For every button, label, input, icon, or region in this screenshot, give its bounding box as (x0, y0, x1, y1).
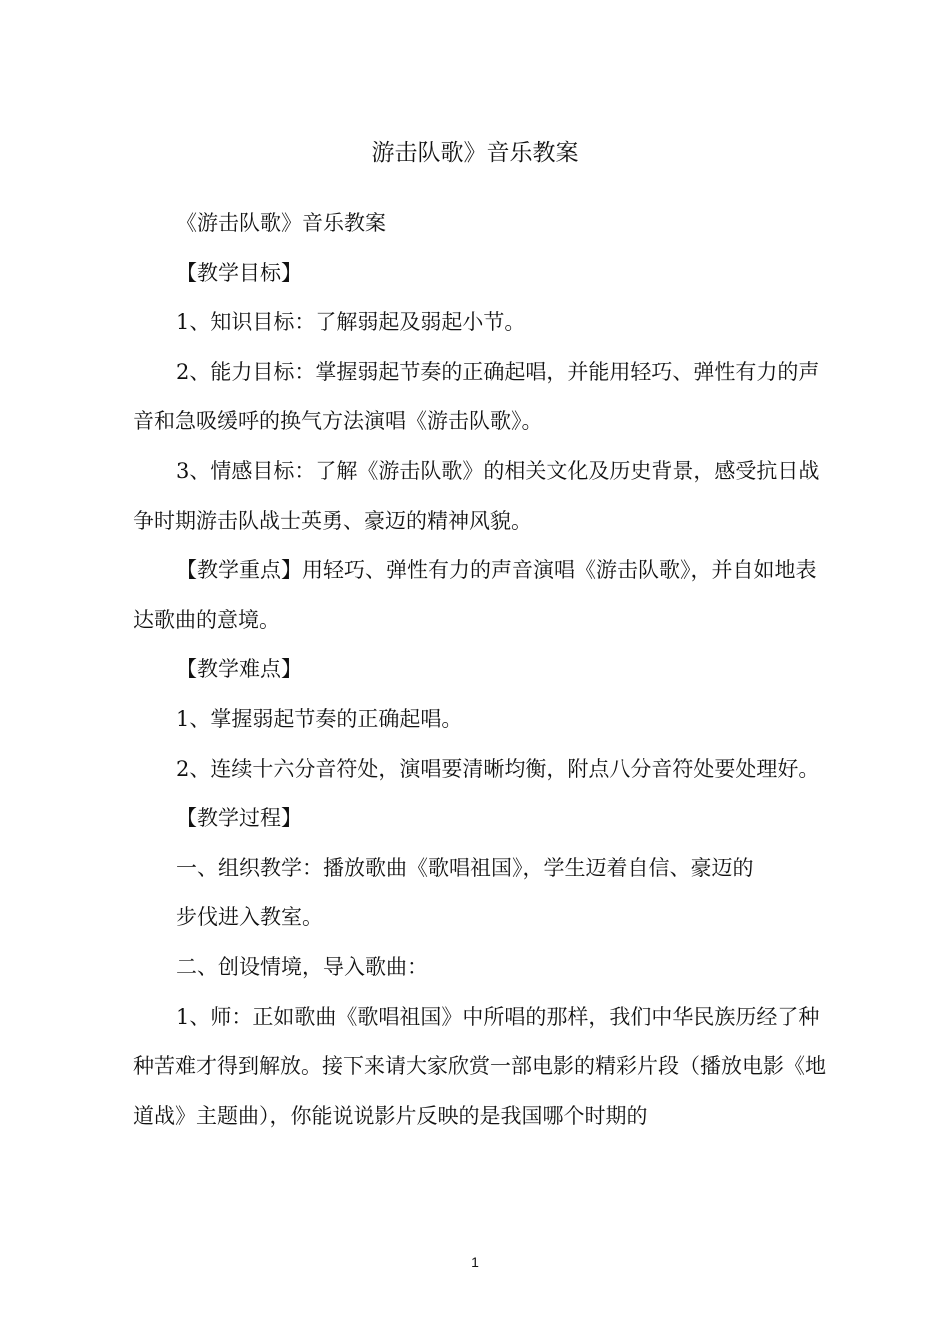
page-number: 1 (471, 1254, 479, 1270)
paragraph-objective-emotion: 3、情感目标：了解《游击队歌》的相关文化及历史背景，感受抗日战争时期游击队战士英勇、豪迈的精神风貌。 (133, 458, 820, 533)
paragraph-process-2-teacher: 1、师：正如歌曲《歌唱祖国》中所唱的那样，我们中华民族历经了种种苦难才得到解放。接下来请大家欣赏一部电影的精彩片段（播放电影《地道战》主题曲），你能说说影片反映的是我国哪个时期的 (133, 1004, 826, 1128)
paragraph-objective-knowledge: 1、知识目标：了解弱起及弱起小节。 (176, 310, 526, 335)
paragraph-subtitle: 《游击队歌》音乐教案 (176, 211, 386, 235)
heading-difficulties: 【教学难点】 (176, 657, 302, 682)
paragraph-process-1-cont: 步伐进入教室。 (176, 905, 323, 930)
document-title: 游击队歌》音乐教案 (371, 140, 579, 166)
heading-objectives: 【教学目标】 (176, 260, 302, 285)
paragraph-difficulty-1: 1、掌握弱起节奏的正确起唱。 (176, 706, 463, 731)
paragraph-process-2: 二、创设情境，导入歌曲： (176, 954, 428, 979)
heading-process: 【教学过程】 (176, 806, 302, 831)
paragraph-difficulty-2: 2、连续十六分音符处，演唱要清晰均衡，附点八分音符处要处理好。 (176, 756, 820, 781)
paragraph-objective-ability: 2、能力目标：掌握弱起节奏的正确起唱，并能用轻巧、弹性有力的声音和急吸缓呼的换气方法演唱《游击队歌》。 (133, 359, 820, 434)
paragraph-key-points: 【教学重点】用轻巧、弹性有力的声音演唱《游击队歌》，并自如地表达歌曲的意境。 (133, 558, 817, 632)
document-body (133, 199, 828, 1141)
paragraph-process-1: 一、组织教学：播放歌曲《歌唱祖国》，学生迈着自信、豪迈的 (176, 855, 754, 880)
